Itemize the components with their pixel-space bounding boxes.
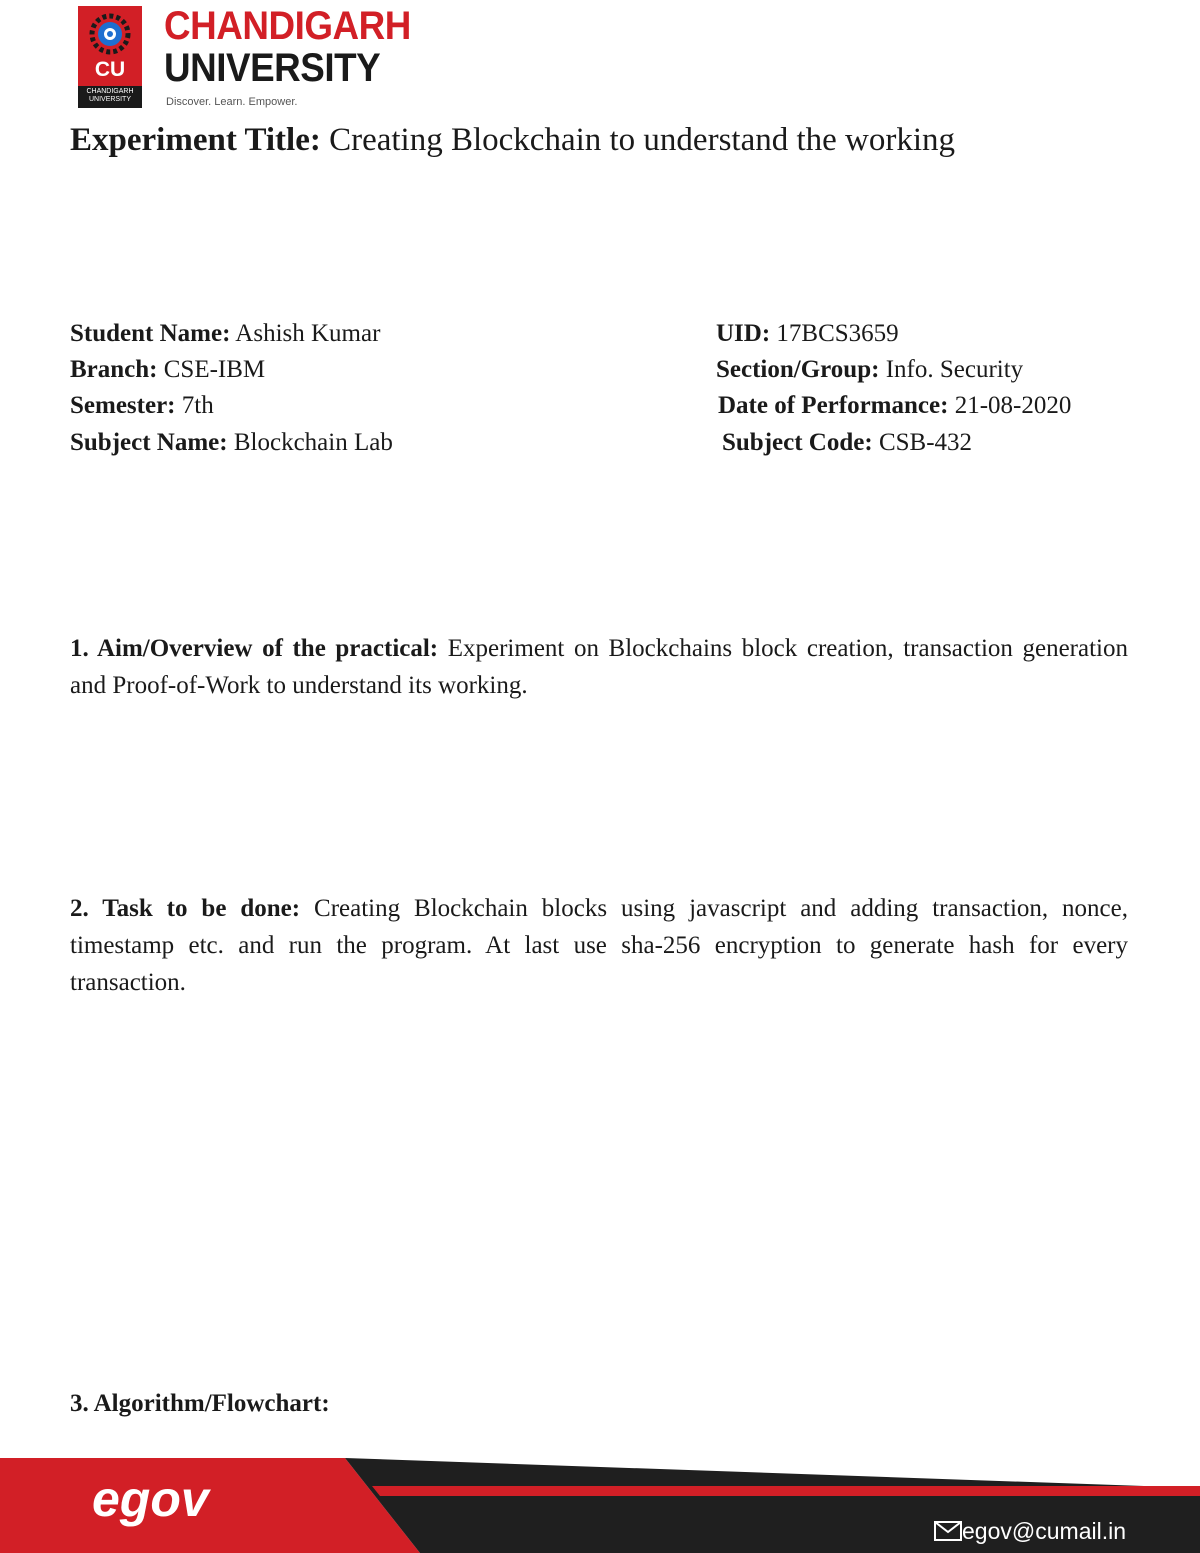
task-text: Creating Blockchain blocks using javascript and adding transaction, nonce, timestamp etc. and run the program. At last use sha-256 encryption to generate hash for every transaction. [70, 895, 1129, 996]
experiment-title [70, 122, 955, 159]
date-value: 21-08-2020 [954, 392, 1072, 419]
logo-strip-line2: UNIVERSITY [88, 96, 131, 103]
experiment-title-label: Experiment Title: [70, 122, 321, 158]
uid-label: UID: [716, 320, 771, 347]
branch-row [70, 356, 265, 384]
subject-code-row [722, 429, 972, 457]
university-tagline: Discover. Learn. Empower. [166, 96, 298, 108]
date-label: Date of Performance: [718, 392, 949, 419]
algorithm-section [70, 1385, 1128, 1422]
aim-heading: 1. Aim/Overview of the practical: [70, 635, 439, 662]
experiment-title-value: Creating Blockchain to understand the working [329, 122, 956, 158]
university-logo-mark [78, 6, 142, 108]
semester-row [70, 392, 214, 420]
subject-code-value: CSB-432 [878, 429, 973, 456]
task-section [70, 890, 1128, 1001]
branch-value: CSE-IBM [163, 356, 266, 383]
section-value: Info. Security [885, 356, 1024, 383]
subject-code-label: Subject Code: [722, 429, 873, 456]
egov-logo [92, 1470, 272, 1530]
university-name-line1: CHANDIGARH [164, 4, 411, 48]
branch-label: Branch: [70, 356, 158, 383]
date-row [718, 392, 1071, 420]
subject-name-row [70, 429, 393, 457]
university-name-line2: UNIVERSITY [164, 46, 381, 90]
logo-abbreviation: CU [94, 58, 126, 81]
semester-label: Semester: [70, 392, 176, 419]
student-name-label: Student Name: [70, 320, 231, 347]
logo-strip-line1: CHANDIGARH [86, 88, 134, 95]
section-row [716, 356, 1023, 384]
aim-text: Experiment on Blockchains block creation, transaction generation and Proof-of-Work to understand its working. [70, 635, 1128, 699]
task-heading: 2. Task to be done: [70, 895, 301, 922]
subject-name-value: Blockchain Lab [233, 429, 393, 456]
section-label: Section/Group: [716, 356, 880, 383]
mail-icon [934, 1521, 962, 1541]
egov-logo-text: egov [92, 1471, 209, 1527]
semester-value: 7th [181, 392, 214, 419]
aim-section [70, 630, 1128, 704]
student-name-row [70, 320, 380, 348]
uid-value: 17BCS3659 [776, 320, 899, 347]
algorithm-heading: 3. Algorithm/Flowchart: [70, 1390, 330, 1417]
uid-row [716, 320, 899, 348]
gear-emblem-icon [86, 10, 134, 58]
subject-name-label: Subject Name: [70, 429, 228, 456]
student-name-value: Ashish Kumar [235, 320, 381, 347]
footer-email-link[interactable]: egov@cumail.in [962, 1518, 1126, 1544]
logo-strip-text [78, 88, 142, 104]
